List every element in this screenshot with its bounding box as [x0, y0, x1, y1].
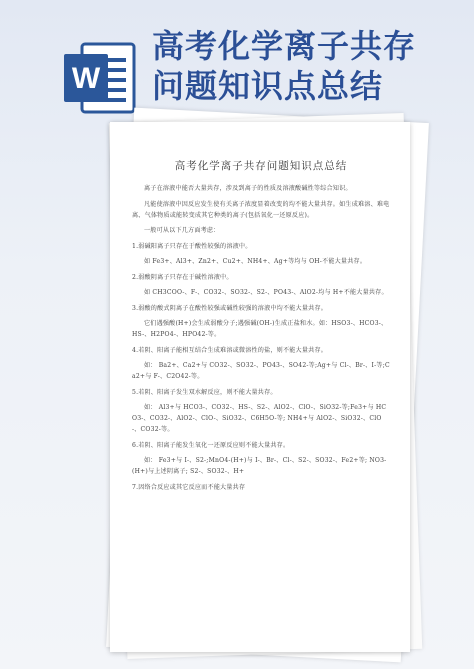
document-title: 高考化学离子共存问题知识点总结: [174, 160, 348, 172]
word-logo-letter: W: [71, 62, 101, 95]
document-paragraph: 5.若阴、阳离子发生双水解反应，则不能大量共存。: [132, 388, 277, 396]
document-paragraph: 如： Al3+与 HCO3-、CO32-、HS-、S2-、AlO2-、ClO-、SiO32-等;Fe3+与 HCO3-、CO32-、AlO2-、ClO-、SiO32-、C6H5O-等; NH4+与 AlO2-、SiO32-、ClO-、CO32-等。: [132, 404, 387, 433]
document-body: [132, 183, 390, 493]
word-app-icon: [60, 38, 140, 118]
document-paragraph: 它们遇强酸(H+)会生成弱酸分子;遇强碱(OH-)生成正盐和水。如：HSO3-、HCO3-、HS-、H2PO4-、HPO42-等。: [132, 320, 388, 338]
document-paragraph: 如 CH3COO-、F-、CO32-、SO32-、S2-、PO43-、AlO2-均与 H+不能大量共存。: [144, 289, 388, 296]
document-paragraph: 2.弱酸阴离子只存在于碱性溶液中。: [132, 273, 233, 281]
document-paragraph: 离子在溶液中能否大量共存，涉及到离子的性质及溶液酸碱性等综合知识。: [144, 185, 352, 192]
banner-title-line1: 高考化学离子共存: [152, 27, 417, 65]
document-paragraph: 如 Fe3+、Al3+、Zn2+、Cu2+、NH4+、Ag+等均与 OH-不能大量共存。: [144, 258, 367, 265]
document-paragraph: 6.若阴、阳离子能发生氧化一还原反应则不能大量共存。: [132, 441, 290, 449]
document-paragraph: 一般可从以下几方面考虑：: [144, 227, 220, 234]
document-paragraph: 3.弱酸的酸式阴离子在酸性较强或碱性较强的溶液中均不能大量共存。: [132, 304, 328, 312]
document-paragraph: 如： Ba2+、Ca2+与 CO32-、SO32-、PO43-、SO42-等;Ag+与 Cl-、Br-、I-等;Ca2+与 F-、C2O42-等。: [132, 362, 390, 380]
banner: [0, 0, 474, 130]
banner-title: [152, 26, 462, 106]
document-paragraph: 凡能使溶液中因反应发生使有关离子浓度显着改变的均不能大量共存。如生成难溶、难电离、气体物质或能转变成其它种类的离子(包括氧化一还原反应)。: [132, 200, 390, 219]
document-paragraph: 1.弱碱阳离子只存在于酸性较强的溶液中。: [132, 242, 252, 250]
document-page: [110, 122, 410, 652]
document-paragraph: 4.若阴、阳离子能相互结合生成难溶或微溶性的盐，则不能大量共存。: [132, 346, 328, 354]
document-paragraph: 7.因络合反应或其它反应而不能大量共存: [132, 483, 246, 491]
banner-title-line2: 问题知识点总结: [152, 67, 384, 105]
document-paragraph: 如： Fe3+与 I-、S2-;MnO4-(H+)与 I-、Br-、Cl-、S2-、SO32-、Fe2+等; NO3-(H+)与上述阴离子; S2-、SO32-、H+: [132, 457, 387, 475]
